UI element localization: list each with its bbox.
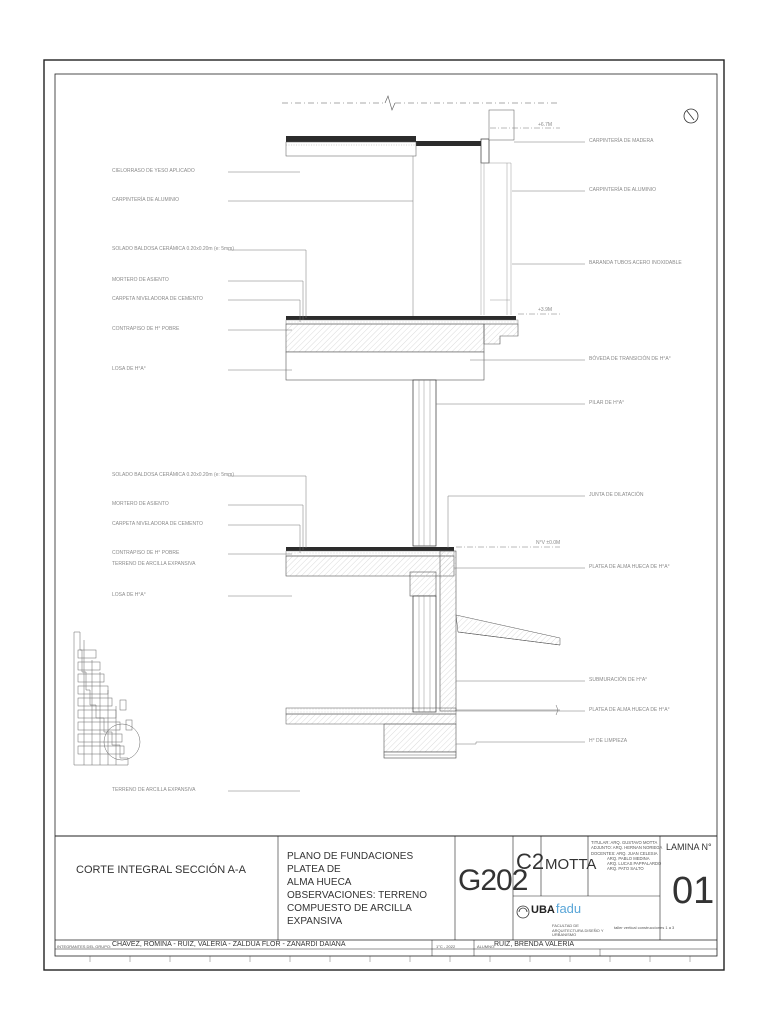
staff-line: DOCENTES: ARQ. JUAN CELESIA <box>591 850 658 856</box>
label-boveda: BÓVEDA DE TRANSICIÓN DE H°A° <box>589 356 671 362</box>
label-carpeta-upper: CARPETA NIVELADORA DE CEMENTO <box>112 296 203 302</box>
right-leader-lines <box>436 142 585 744</box>
group-code: G202 <box>458 864 528 897</box>
workshop-line: taller vertical construcciones 1 a 3 <box>614 925 675 930</box>
label-carpinteria-madera: CARPINTERÍA DE MADERA <box>589 138 654 144</box>
chair-name: MOTTA <box>545 856 597 873</box>
label-carpinteria-aluminio-right: CARPINTERÍA DE ALUMINIO <box>589 187 656 193</box>
staff-line: ARQ. PATO SALTO <box>607 866 644 872</box>
level-0-0: N°V ±0.0M <box>536 540 561 546</box>
uba-logo-icon <box>517 906 529 918</box>
section-title: CORTE INTEGRAL SECCIÓN A-A <box>76 864 246 876</box>
level-6-7: +6.7M <box>538 122 553 128</box>
label-platea-lower: PLATEA DE ALMA HUECA DE H°A° <box>589 707 670 713</box>
lamina-number: 01 <box>672 870 715 912</box>
label-platea-upper: PLATEA DE ALMA HUECA DE H°A° <box>589 564 670 570</box>
label-solado-lower: SOLADO BALDOSA CERÁMICA 0.20x0.20m (e: 5mm) <box>112 472 234 478</box>
staff-line: ADJUNTO: ARQ. HERNAN NORIEGA <box>591 845 663 851</box>
drawing-description <box>287 850 452 928</box>
bottom-ruler <box>90 956 690 962</box>
chair-code: C2 <box>516 849 545 874</box>
break-line <box>282 96 560 110</box>
label-cielorraso: CIELORRASO DE YESO APLICADO <box>112 168 195 174</box>
group-members: CHAVEZ, ROMINA - RUIZ, VALERIA - ZALDUA FLOR - ZANARDI DAIANA <box>112 941 346 948</box>
label-losa-upper: LOSA DE H°A° <box>112 366 146 372</box>
student-caption: ALUMNO: <box>477 944 496 949</box>
compass-icon <box>684 109 698 123</box>
label-mortero-upper: MORTERO DE ASIENTO <box>112 277 169 283</box>
inner-frame <box>55 74 717 956</box>
logo-fadu-text: fadu <box>555 901 582 916</box>
logo-uba-text: UBA <box>531 904 555 916</box>
label-solado-upper: SOLADO BALDOSA CERÁMICA 0.20x0.20m (e: 5mm) <box>112 246 234 252</box>
label-junta: JUNTA DE DILATACIÓN <box>589 492 644 498</box>
left-leader-lines <box>228 172 413 791</box>
description-line: PLANO DE FUNDACIONES PLATEA DE <box>287 851 414 875</box>
label-limpieza: H° DE LIMPIEZA <box>589 738 628 744</box>
description-line: COMPUESTO DE ARCILLA EXPANSIVA <box>287 903 412 927</box>
label-submuracion: SUBMURACIÓN DE H°A° <box>589 677 648 683</box>
label-contrapiso-lower: CONTRAPISO DE H° POBRE <box>112 550 180 556</box>
description-line: ALMA HUECA <box>287 877 352 888</box>
label-pilar: PILAR DE H°A° <box>589 400 625 406</box>
description-line: OBSERVACIONES: TERRENO <box>287 890 428 901</box>
label-losa-lower: LOSA DE H°A° <box>112 592 146 598</box>
label-terreno-bottom: TERRENO DE ARCILLA EXPANSIVA <box>112 787 196 793</box>
level-3-9: +3.9M <box>538 307 553 313</box>
staff-line: ARQ. LUCAS PAPPALARDO <box>607 861 662 867</box>
label-contrapiso-upper: CONTRAPISO DE H° POBRE <box>112 326 180 332</box>
faculty-line: FACULTAD DE ARQUITECTURA DISEÑO Y URBANISMO <box>552 923 604 937</box>
teaching-staff <box>591 840 662 872</box>
staff-line: ARQ. PABLO MEDINA <box>607 855 650 861</box>
staff-line: TITULAR: ARQ. GUSTAVO MOTTA <box>591 840 658 845</box>
course-year: 1°C - 2022 <box>436 944 456 949</box>
label-baranda: BARANDA TUBOS ACERO INOXIDABLE <box>589 260 682 266</box>
section-drawing <box>286 110 560 758</box>
label-mortero-lower: MORTERO DE ASIENTO <box>112 501 169 507</box>
lamina-label: LAMINA N° <box>666 842 712 852</box>
label-carpinteria-aluminio-left: CARPINTERÍA DE ALUMINIO <box>112 197 179 203</box>
label-carpeta-lower: CARPETA NIVELADORA DE CEMENTO <box>112 521 203 527</box>
members-caption: INTEGRANTES DEL GRUPO: <box>57 944 112 949</box>
label-terreno-lower: TERRENO DE ARCILLA EXPANSIVA <box>112 561 196 567</box>
key-plan <box>74 632 140 765</box>
uba-fadu-logo <box>531 901 581 916</box>
student-name: RUIZ, BRENDA VALERIA <box>494 941 575 948</box>
